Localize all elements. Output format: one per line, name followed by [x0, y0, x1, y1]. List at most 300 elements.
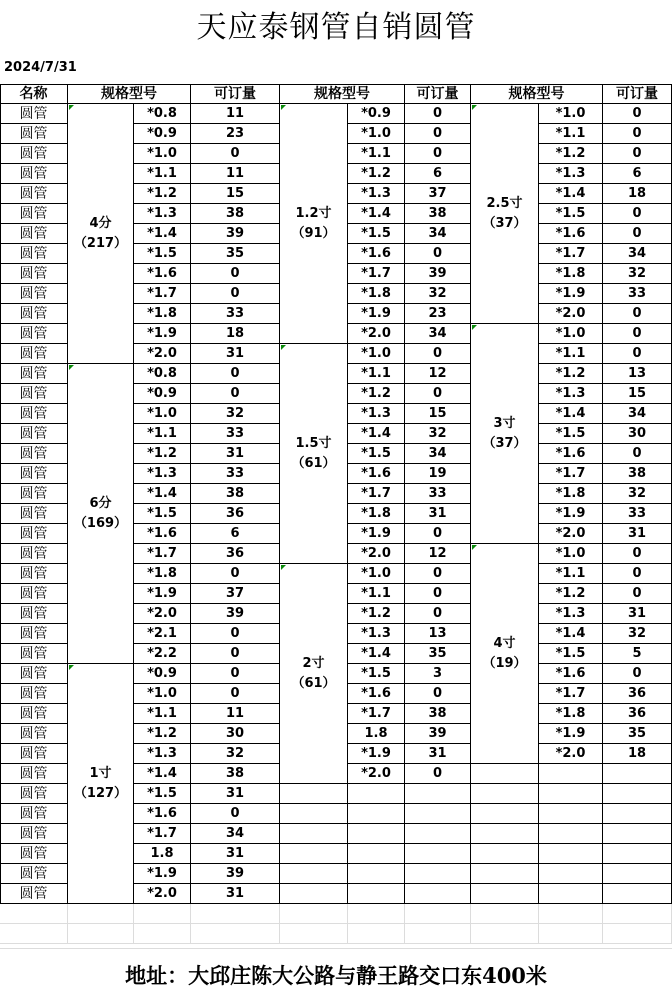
spec-cell: *1.8	[539, 264, 603, 284]
blank-cell	[471, 824, 539, 844]
spec-cell: *1.3	[539, 604, 603, 624]
blank-cell	[405, 884, 471, 904]
qty-cell: 0	[405, 584, 471, 604]
item-name-cell: 圆管	[0, 504, 68, 524]
qty-cell: 0	[191, 644, 280, 664]
item-name-cell: 圆管	[0, 844, 68, 864]
header-spec: 规格型号	[280, 84, 405, 104]
qty-cell: 34	[405, 324, 471, 344]
empty-grid-cell	[405, 924, 471, 944]
qty-cell: 34	[405, 444, 471, 464]
qty-cell: 33	[191, 304, 280, 324]
item-name-cell: 圆管	[0, 384, 68, 404]
qty-cell: 33	[603, 504, 672, 524]
blank-cell	[603, 844, 672, 864]
cell-note-marker	[69, 665, 74, 670]
spec-cell: *2.0	[134, 604, 191, 624]
qty-cell: 11	[191, 164, 280, 184]
qty-cell: 18	[603, 184, 672, 204]
qty-cell: 33	[191, 424, 280, 444]
item-name-cell: 圆管	[0, 864, 68, 884]
size-label: 4分	[89, 215, 112, 231]
spec-cell: *1.5	[348, 664, 405, 684]
empty-grid-cell	[280, 924, 348, 944]
qty-cell: 0	[405, 104, 471, 124]
blank-cell	[405, 864, 471, 884]
qty-cell: 37	[405, 184, 471, 204]
spec-cell: *1.1	[539, 124, 603, 144]
spec-cell: *1.3	[134, 744, 191, 764]
qty-cell: 32	[191, 744, 280, 764]
qty-cell: 31	[191, 344, 280, 364]
item-name-cell: 圆管	[0, 784, 68, 804]
qty-cell: 15	[191, 184, 280, 204]
spec-cell: *1.7	[134, 284, 191, 304]
size-group-cell	[68, 364, 134, 664]
qty-cell: 19	[405, 464, 471, 484]
spec-cell: *1.6	[539, 444, 603, 464]
spec-cell: *1.7	[134, 544, 191, 564]
empty-grid-cell	[348, 904, 405, 924]
qty-cell: 30	[191, 724, 280, 744]
blank-cell	[348, 884, 405, 904]
spec-cell: *1.4	[539, 184, 603, 204]
item-name-cell: 圆管	[0, 684, 68, 704]
spec-cell: *1.7	[539, 684, 603, 704]
blank-cell	[280, 804, 348, 824]
qty-cell: 33	[603, 284, 672, 304]
spec-cell: *2.0	[539, 304, 603, 324]
spec-cell: *0.9	[348, 104, 405, 124]
qty-cell: 34	[603, 244, 672, 264]
spec-cell: *1.7	[348, 484, 405, 504]
size-total: （127）	[73, 785, 128, 801]
blank-cell	[348, 864, 405, 884]
blank-cell	[280, 864, 348, 884]
spec-cell: *1.2	[539, 144, 603, 164]
qty-cell: 18	[191, 324, 280, 344]
size-label: 1.2寸	[295, 205, 332, 221]
spec-cell: *1.6	[134, 524, 191, 544]
qty-cell: 0	[405, 124, 471, 144]
address-footer: 地址：大邱庄陈大公路与静王路交口东400米	[0, 948, 672, 1001]
spec-cell: *1.5	[348, 224, 405, 244]
spec-cell: *1.2	[134, 444, 191, 464]
spec-cell: *2.0	[539, 744, 603, 764]
qty-cell: 38	[191, 764, 280, 784]
blank-cell	[348, 824, 405, 844]
spec-cell: *1.4	[134, 764, 191, 784]
spec-cell: *1.2	[539, 584, 603, 604]
spec-cell: *2.0	[134, 344, 191, 364]
size-group-cell	[471, 544, 539, 764]
spec-cell: *1.3	[134, 204, 191, 224]
qty-cell: 0	[191, 364, 280, 384]
qty-cell: 0	[191, 664, 280, 684]
spec-cell: *1.4	[134, 224, 191, 244]
item-name-cell: 圆管	[0, 124, 68, 144]
qty-cell: 0	[603, 124, 672, 144]
blank-cell	[539, 884, 603, 904]
item-name-cell: 圆管	[0, 764, 68, 784]
empty-grid-cell	[603, 904, 672, 924]
header-qty: 可订量	[191, 84, 280, 104]
blank-cell	[471, 784, 539, 804]
empty-grid-cell	[134, 924, 191, 944]
cell-note-marker	[69, 365, 74, 370]
blank-cell	[539, 844, 603, 864]
item-name-cell: 圆管	[0, 424, 68, 444]
qty-cell: 0	[603, 144, 672, 164]
spec-cell: *1.6	[134, 264, 191, 284]
spec-cell: *1.3	[539, 164, 603, 184]
qty-cell: 39	[191, 864, 280, 884]
item-name-cell: 圆管	[0, 344, 68, 364]
spec-cell: *1.6	[539, 224, 603, 244]
header-qty: 可订量	[603, 84, 672, 104]
spec-cell: *1.6	[134, 804, 191, 824]
spec-cell: *1.2	[134, 724, 191, 744]
size-group-cell	[280, 344, 348, 564]
spec-cell: *1.8	[348, 284, 405, 304]
spec-cell: *1.4	[134, 484, 191, 504]
cell-note-marker	[472, 545, 477, 550]
blank-cell	[603, 824, 672, 844]
item-name-cell: 圆管	[0, 804, 68, 824]
size-group-cell	[68, 664, 134, 904]
header-spec: 规格型号	[471, 84, 603, 104]
spec-cell: *1.1	[539, 344, 603, 364]
item-name-cell: 圆管	[0, 224, 68, 244]
qty-cell: 18	[603, 744, 672, 764]
spec-cell: *1.9	[348, 524, 405, 544]
spec-cell: *1.9	[134, 864, 191, 884]
qty-cell: 0	[603, 204, 672, 224]
qty-cell: 39	[405, 724, 471, 744]
qty-cell: 0	[191, 564, 280, 584]
spec-cell: *1.5	[134, 244, 191, 264]
qty-cell: 0	[405, 244, 471, 264]
blank-cell	[471, 864, 539, 884]
spec-cell: *0.8	[134, 104, 191, 124]
blank-cell	[280, 784, 348, 804]
qty-cell: 31	[191, 444, 280, 464]
qty-cell: 38	[191, 484, 280, 504]
spec-cell: *2.0	[348, 544, 405, 564]
page-title: 天应泰钢管自销圆管	[196, 10, 476, 45]
spec-cell: *1.9	[539, 284, 603, 304]
qty-cell: 0	[191, 264, 280, 284]
item-name-cell: 圆管	[0, 164, 68, 184]
qty-cell: 33	[191, 464, 280, 484]
spec-cell: *1.9	[539, 724, 603, 744]
qty-cell: 31	[191, 844, 280, 864]
qty-cell: 0	[191, 384, 280, 404]
blank-cell	[348, 784, 405, 804]
qty-cell: 0	[191, 284, 280, 304]
item-name-cell: 圆管	[0, 884, 68, 904]
item-name-cell: 圆管	[0, 824, 68, 844]
spec-cell: *1.5	[134, 784, 191, 804]
spec-cell: *1.3	[348, 624, 405, 644]
qty-cell: 0	[191, 804, 280, 824]
spec-cell: *2.0	[539, 524, 603, 544]
empty-grid-cell	[539, 924, 603, 944]
qty-cell: 30	[603, 424, 672, 444]
spec-cell: *2.1	[134, 624, 191, 644]
qty-cell: 0	[405, 344, 471, 364]
spec-cell: *1.4	[348, 644, 405, 664]
qty-cell: 11	[191, 704, 280, 724]
qty-cell: 31	[603, 524, 672, 544]
qty-cell: 12	[405, 364, 471, 384]
cell-note-marker	[281, 105, 286, 110]
spec-cell: *1.1	[348, 144, 405, 164]
spec-cell: *1.6	[348, 684, 405, 704]
spec-cell: *1.3	[348, 184, 405, 204]
qty-cell: 0	[603, 584, 672, 604]
qty-cell: 0	[405, 384, 471, 404]
item-name-cell: 圆管	[0, 704, 68, 724]
spec-cell: *1.0	[348, 344, 405, 364]
item-name-cell: 圆管	[0, 664, 68, 684]
spec-cell: *1.0	[134, 684, 191, 704]
item-name-cell: 圆管	[0, 204, 68, 224]
spec-cell: *1.7	[348, 704, 405, 724]
empty-grid-cell	[280, 904, 348, 924]
spec-cell: *2.0	[134, 884, 191, 904]
cell-note-marker	[69, 105, 74, 110]
spec-cell: *1.8	[348, 504, 405, 524]
spec-cell: *1.7	[348, 264, 405, 284]
qty-cell: 31	[191, 784, 280, 804]
item-name-cell: 圆管	[0, 244, 68, 264]
spec-cell: *1.9	[348, 744, 405, 764]
spec-cell: *1.6	[348, 244, 405, 264]
qty-cell: 0	[603, 324, 672, 344]
size-group-cell	[471, 324, 539, 544]
blank-cell	[405, 784, 471, 804]
empty-grid-cell	[134, 904, 191, 924]
blank-cell	[405, 804, 471, 824]
spec-cell: *1.8	[134, 564, 191, 584]
spec-cell: *1.3	[348, 404, 405, 424]
blank-cell	[471, 764, 539, 784]
spec-cell: *1.4	[539, 404, 603, 424]
spec-cell: *1.5	[348, 444, 405, 464]
spec-cell: *1.1	[134, 424, 191, 444]
item-name-cell: 圆管	[0, 284, 68, 304]
item-name-cell: 圆管	[0, 624, 68, 644]
qty-cell: 34	[191, 824, 280, 844]
empty-grid-cell	[603, 924, 672, 944]
size-total: （61）	[291, 675, 336, 691]
empty-grid-cell	[471, 924, 539, 944]
qty-cell: 0	[405, 524, 471, 544]
size-total: （37）	[482, 215, 527, 231]
blank-cell	[603, 884, 672, 904]
spec-cell: *1.2	[348, 604, 405, 624]
qty-cell: 32	[405, 424, 471, 444]
spec-cell: *1.4	[539, 624, 603, 644]
qty-cell: 31	[191, 884, 280, 904]
spec-cell: *1.3	[539, 384, 603, 404]
blank-cell	[348, 804, 405, 824]
spec-cell: *1.2	[348, 384, 405, 404]
qty-cell: 0	[603, 664, 672, 684]
size-total: （91）	[291, 225, 336, 241]
blank-cell	[603, 784, 672, 804]
blank-cell	[405, 844, 471, 864]
blank-cell	[539, 764, 603, 784]
qty-cell: 3	[405, 664, 471, 684]
blank-cell	[539, 864, 603, 884]
qty-cell: 0	[603, 224, 672, 244]
spec-cell: *1.8	[134, 304, 191, 324]
qty-cell: 0	[603, 564, 672, 584]
spec-cell: *2.0	[348, 324, 405, 344]
qty-cell: 32	[603, 624, 672, 644]
qty-cell: 33	[405, 484, 471, 504]
size-total: （19）	[482, 655, 527, 671]
size-group-cell	[280, 564, 348, 784]
spec-cell: *1.8	[539, 484, 603, 504]
spec-cell: *0.9	[134, 664, 191, 684]
item-name-cell: 圆管	[0, 444, 68, 464]
spec-cell: *1.9	[134, 584, 191, 604]
item-name-cell: 圆管	[0, 484, 68, 504]
cell-note-marker	[281, 565, 286, 570]
qty-cell: 15	[603, 384, 672, 404]
spec-cell: *1.0	[134, 404, 191, 424]
item-name-cell: 圆管	[0, 724, 68, 744]
qty-cell: 0	[603, 304, 672, 324]
qty-cell: 6	[603, 164, 672, 184]
spec-cell: *0.8	[134, 364, 191, 384]
item-name-cell: 圆管	[0, 304, 68, 324]
spec-cell: *1.0	[539, 544, 603, 564]
spec-cell: *1.2	[348, 164, 405, 184]
spec-cell: *1.7	[134, 824, 191, 844]
blank-cell	[405, 824, 471, 844]
spec-cell: *1.9	[134, 324, 191, 344]
blank-cell	[280, 844, 348, 864]
qty-cell: 39	[405, 264, 471, 284]
empty-grid-cell	[348, 924, 405, 944]
blank-cell	[280, 884, 348, 904]
qty-cell: 38	[405, 204, 471, 224]
size-label: 6分	[89, 495, 112, 511]
header-name: 名称	[0, 84, 68, 104]
blank-cell	[603, 804, 672, 824]
size-group-cell	[280, 104, 348, 344]
qty-cell: 37	[191, 584, 280, 604]
spec-cell: *1.9	[348, 304, 405, 324]
qty-cell: 32	[603, 484, 672, 504]
item-name-cell: 圆管	[0, 604, 68, 624]
qty-cell: 36	[191, 504, 280, 524]
empty-grid-cell	[539, 904, 603, 924]
qty-cell: 0	[405, 564, 471, 584]
size-label: 4寸	[493, 635, 516, 651]
qty-cell: 38	[405, 704, 471, 724]
cell-note-marker	[472, 325, 477, 330]
qty-cell: 32	[191, 404, 280, 424]
qty-cell: 0	[405, 684, 471, 704]
qty-cell: 0	[405, 604, 471, 624]
spec-cell: *0.9	[134, 384, 191, 404]
spec-cell: *1.1	[134, 164, 191, 184]
qty-cell: 36	[191, 544, 280, 564]
spec-cell: 1.8	[348, 724, 405, 744]
spec-cell: *1.6	[539, 664, 603, 684]
qty-cell: 32	[405, 284, 471, 304]
spec-cell: *1.5	[134, 504, 191, 524]
size-label: 2.5寸	[486, 195, 523, 211]
qty-cell: 31	[603, 604, 672, 624]
qty-cell: 0	[405, 764, 471, 784]
qty-cell: 35	[603, 724, 672, 744]
qty-cell: 13	[405, 624, 471, 644]
spec-cell: *1.9	[539, 504, 603, 524]
empty-grid-cell	[471, 904, 539, 924]
qty-cell: 31	[405, 504, 471, 524]
cell-note-marker	[472, 105, 477, 110]
spec-cell: 1.8	[134, 844, 191, 864]
empty-grid-cell	[0, 904, 68, 924]
item-name-cell: 圆管	[0, 144, 68, 164]
qty-cell: 0	[603, 544, 672, 564]
size-label: 3寸	[493, 415, 516, 431]
qty-cell: 6	[405, 164, 471, 184]
qty-cell: 23	[191, 124, 280, 144]
qty-cell: 32	[603, 264, 672, 284]
cell-note-marker	[281, 345, 286, 350]
spec-cell: *1.5	[539, 424, 603, 444]
spec-cell: *0.9	[134, 124, 191, 144]
size-label: 2寸	[302, 655, 325, 671]
qty-cell: 6	[191, 524, 280, 544]
spec-cell: *1.6	[348, 464, 405, 484]
spec-cell: *2.0	[348, 764, 405, 784]
qty-cell: 39	[191, 604, 280, 624]
qty-cell: 0	[603, 344, 672, 364]
spec-cell: *1.8	[539, 704, 603, 724]
qty-cell: 38	[603, 464, 672, 484]
blank-cell	[603, 864, 672, 884]
qty-cell: 0	[603, 444, 672, 464]
qty-cell: 0	[405, 144, 471, 164]
spec-cell: *1.0	[539, 104, 603, 124]
qty-cell: 12	[405, 544, 471, 564]
qty-cell: 0	[191, 144, 280, 164]
item-name-cell: 圆管	[0, 644, 68, 664]
size-total: （217）	[73, 235, 128, 251]
item-name-cell: 圆管	[0, 264, 68, 284]
header-qty: 可订量	[405, 84, 471, 104]
qty-cell: 39	[191, 224, 280, 244]
qty-cell: 5	[603, 644, 672, 664]
item-name-cell: 圆管	[0, 584, 68, 604]
item-name-cell: 圆管	[0, 364, 68, 384]
item-name-cell: 圆管	[0, 184, 68, 204]
qty-cell: 0	[191, 624, 280, 644]
blank-cell	[539, 824, 603, 844]
spec-cell: *2.2	[134, 644, 191, 664]
spec-cell: *1.1	[348, 364, 405, 384]
spec-cell: *1.7	[539, 464, 603, 484]
empty-grid-cell	[405, 904, 471, 924]
